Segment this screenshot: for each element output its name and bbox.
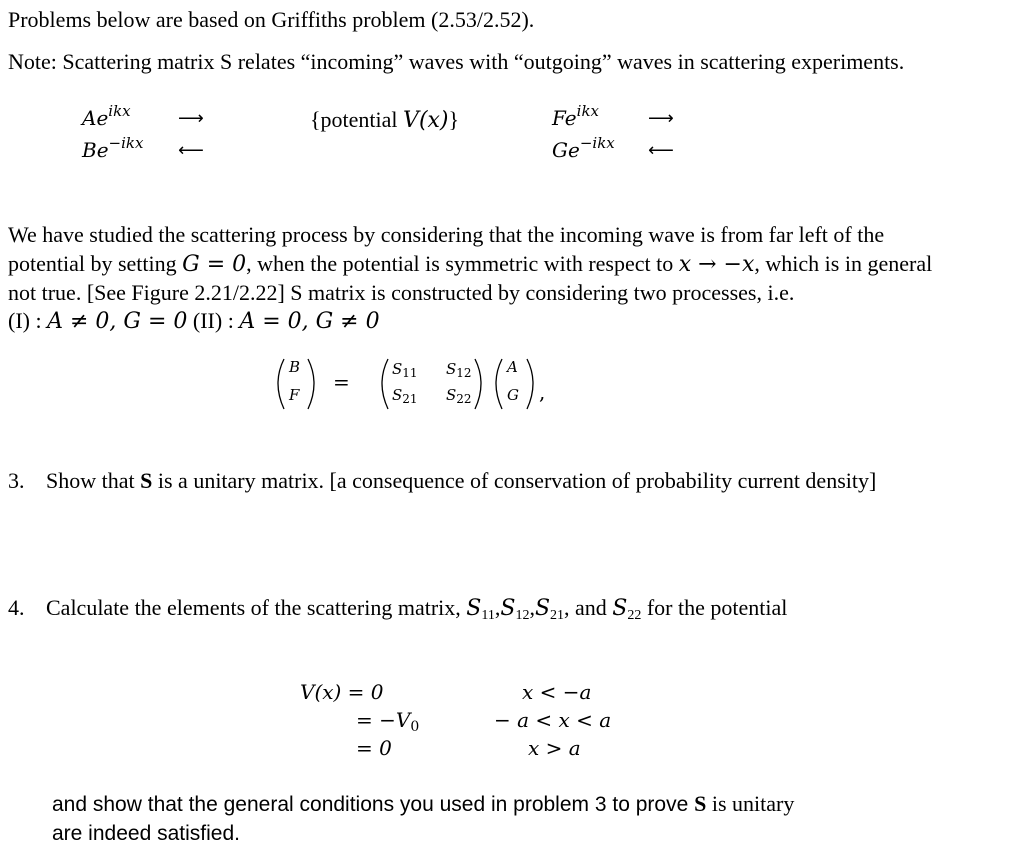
condition-1: x < −a <box>522 680 592 704</box>
equation-comma: , <box>539 380 546 404</box>
paren-close <box>527 359 533 409</box>
potential-row-3: = 0 <box>356 736 392 760</box>
paragraph-line-4: (I) : A ≠ 0, G = 0 (II) : A = 0, G ≠ 0 <box>8 308 380 334</box>
potential-label: {potential V(x)} <box>310 107 460 133</box>
note-text: Note: Scattering matrix S relates “incoming” waves with “outgoing” waves in scattering experiments. <box>8 49 905 74</box>
arrow-right-icon: ⟶ <box>648 108 674 129</box>
problem-text: Show that S is a unitary matrix. [a consequence of conservation of probability current density] <box>46 468 877 493</box>
paragraph-line-1: We have studied the scattering process by considering that the incoming wave is from far left of the <box>8 222 885 247</box>
matrix-entry-s12: $S_{12}$ <box>446 360 472 380</box>
arrow-left-icon: ⟵ <box>648 140 674 161</box>
equals-sign: = <box>333 370 350 394</box>
vector-entry-A: A <box>507 358 518 376</box>
conclusion-line-1: and show that the general conditions you used in problem 3 to prove S is unitary <box>52 791 795 816</box>
paren-open <box>496 359 502 409</box>
transmitted-right-wave: $Fe^{ikx}$ <box>552 102 599 130</box>
reflected-left-wave: $Be^{-ikx}$ <box>82 134 144 162</box>
arrow-left-icon: ⟵ <box>178 140 204 161</box>
paragraph-line-3: not true. [See Figure 2.21/2.22] S matrix is constructed by considering two processes, i.e. <box>8 280 795 305</box>
problem-number: 3. <box>8 468 25 493</box>
potential-row-1: V(x) = 0 <box>300 680 384 704</box>
vector-entry-F: F <box>289 386 300 404</box>
paren-close <box>475 359 481 409</box>
paren-open <box>382 359 388 409</box>
paren-open <box>278 359 284 409</box>
vector-entry-G: G <box>507 386 519 404</box>
conclusion-line-2: are indeed satisfied. <box>52 822 240 845</box>
paragraph-line-2: potential by setting G = 0, when the potential is symmetric with respect to x → −x, which is in general <box>8 251 933 277</box>
problem-text: Calculate the elements of the scattering matrix, $S_{11},S_{12},S_{21}$, and $S_{22}$ for the potential <box>46 595 788 623</box>
matrix-entry-s21: $S_{21}$ <box>392 386 418 406</box>
problems-title: Problems below are based on Griffiths problem (2.53/2.52). <box>8 7 535 32</box>
paren-close <box>308 359 314 409</box>
condition-2: − a < x < a <box>494 708 612 732</box>
potential-row-2: = $-V_0$ <box>356 708 420 735</box>
matrix-entry-s22: $S_{22}$ <box>446 386 472 406</box>
problem-number: 4. <box>8 595 25 620</box>
condition-3: x > a <box>528 736 581 760</box>
vector-entry-B: B <box>289 358 301 376</box>
matrix-entry-s11: $S_{11}$ <box>392 360 418 380</box>
arrow-right-icon: ⟶ <box>178 108 204 129</box>
incoming-left-wave: $Ae^{ikx}$ <box>82 102 131 130</box>
incoming-right-wave: $Ge^{-ikx}$ <box>552 134 615 162</box>
